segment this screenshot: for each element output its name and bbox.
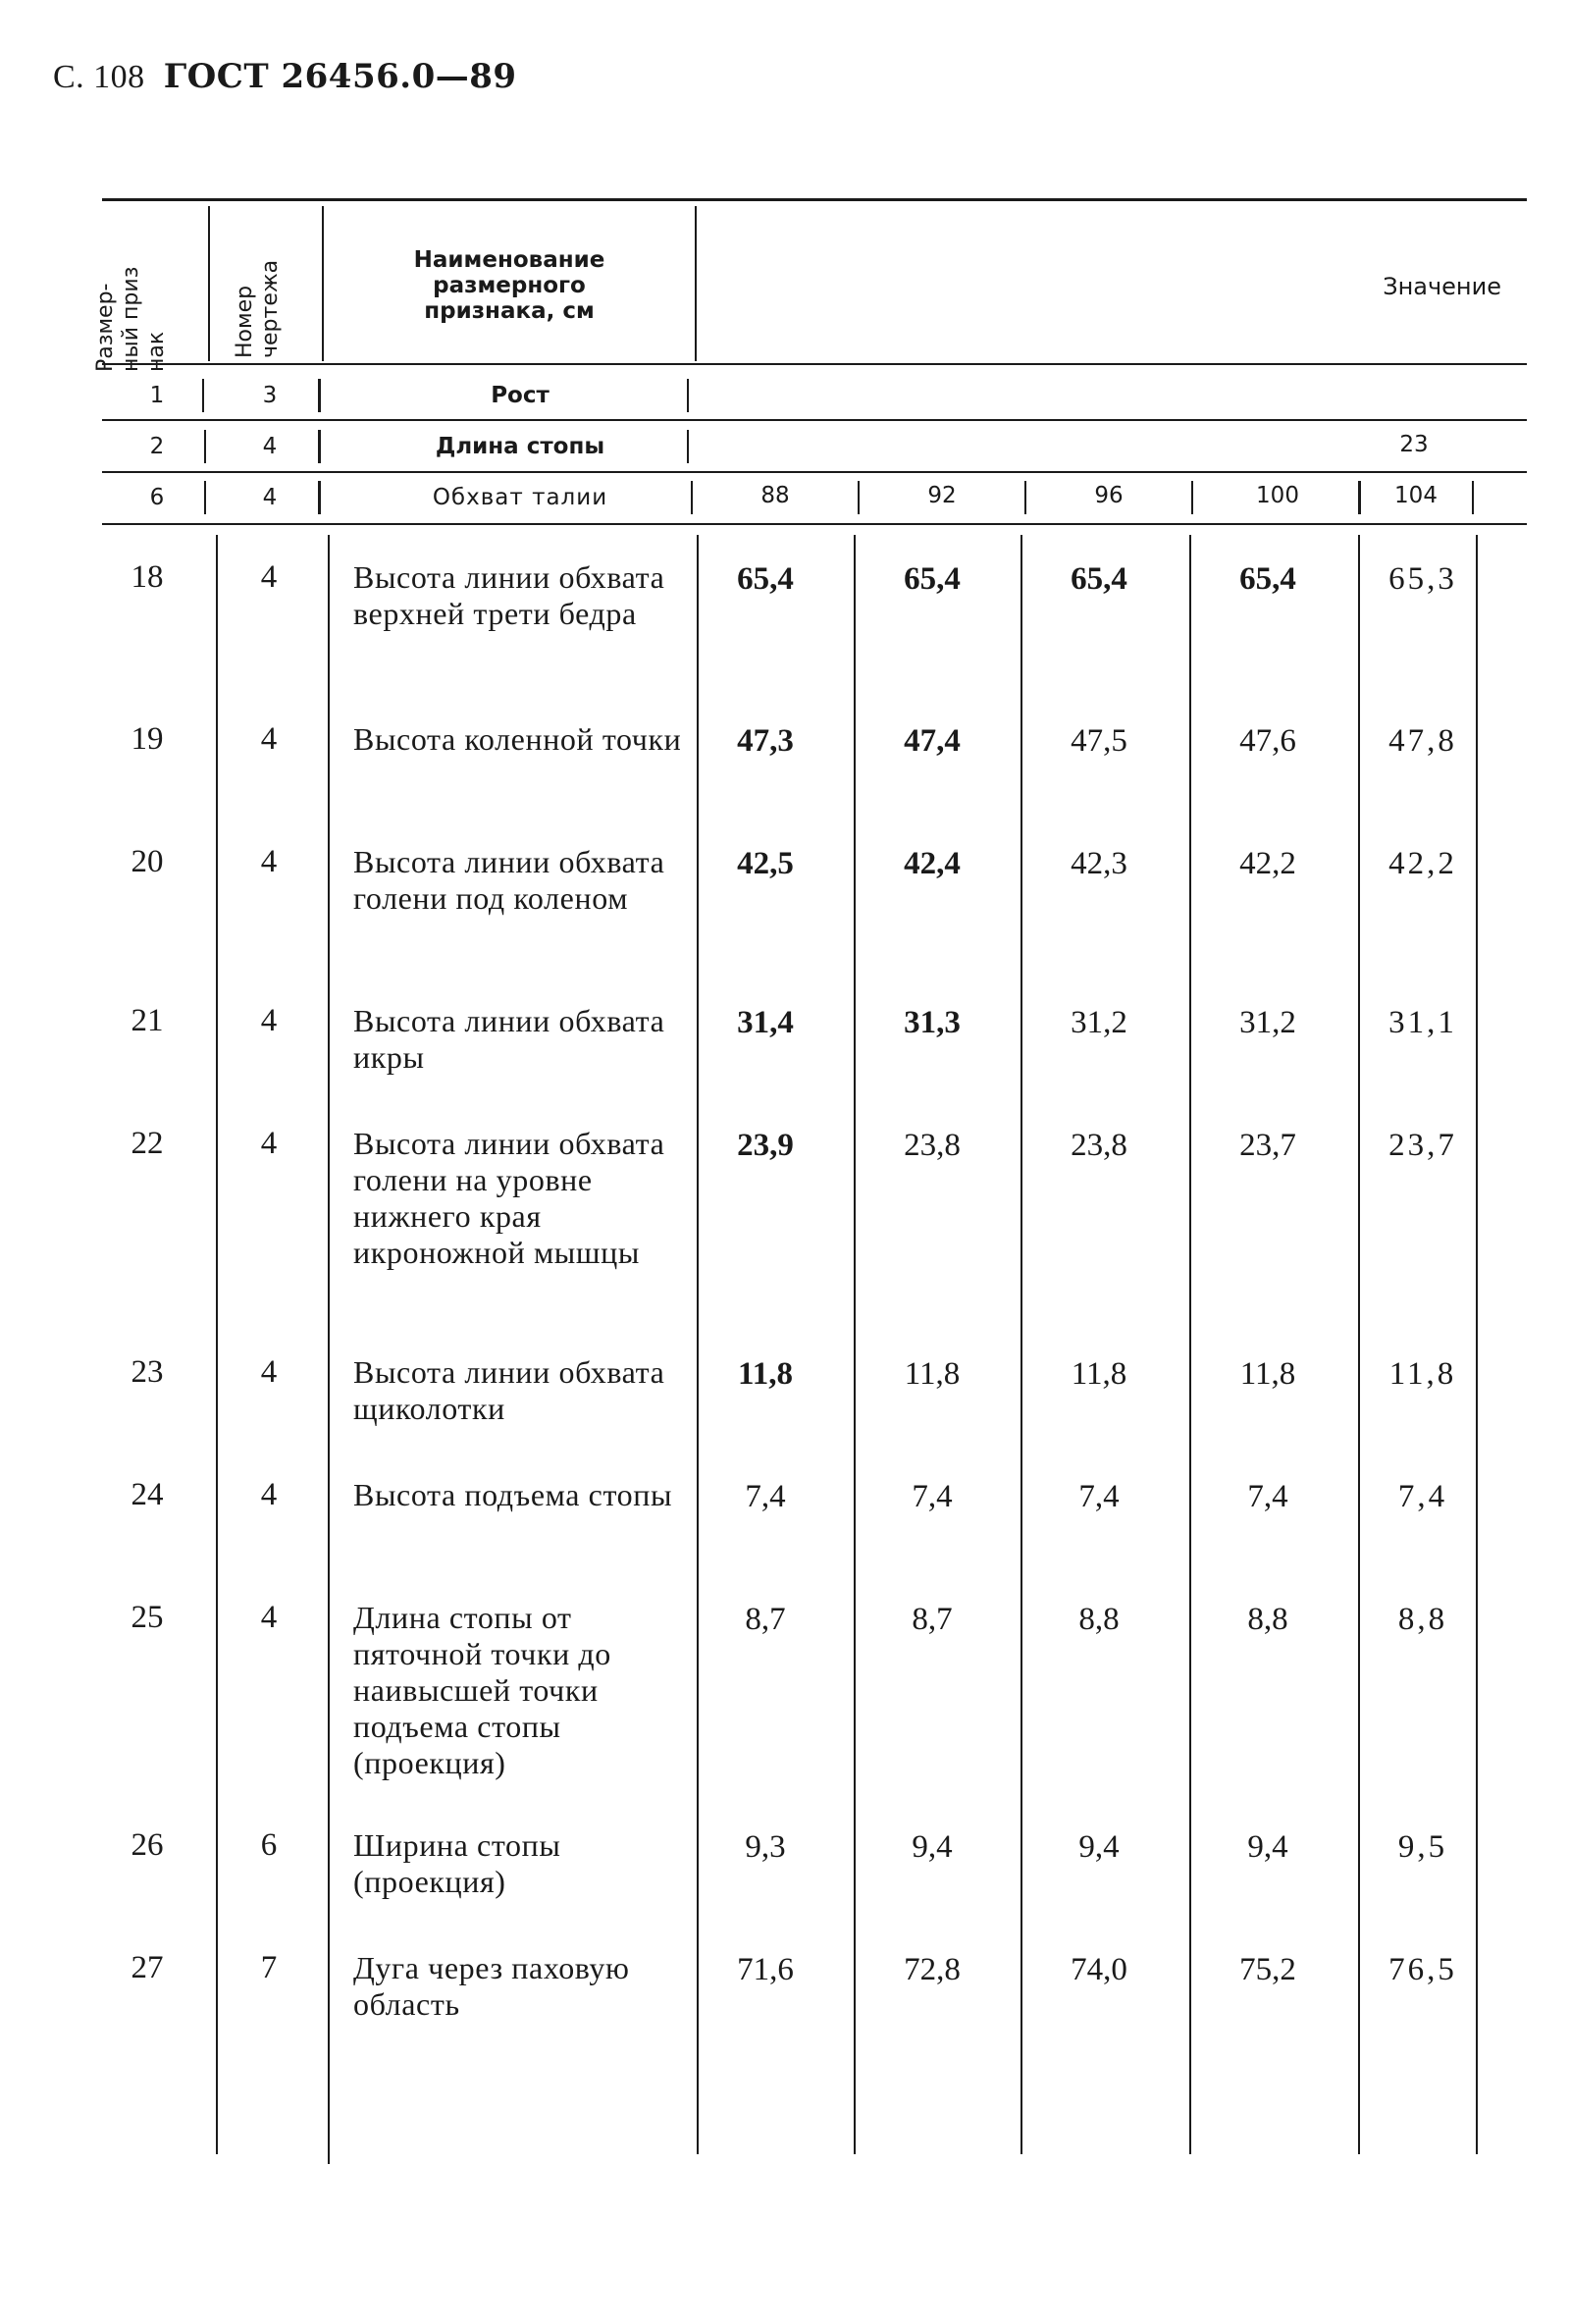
param-sep [204, 430, 206, 463]
row-value: 31,2 [1071, 1005, 1127, 1040]
col-sep-3 [695, 206, 697, 361]
row-value: 7,4 [1078, 1479, 1120, 1514]
row-value: 8,7 [745, 1602, 786, 1637]
param-sep [691, 481, 693, 514]
param-row-draw: 3 [262, 383, 278, 408]
row-feature-number: 20 [131, 844, 164, 879]
col-header-value: Значение [1383, 273, 1501, 300]
row-value: 65,4 [737, 561, 794, 597]
param-row-value: 23 [1399, 432, 1429, 457]
standard-code: ГОСТ 26456.0—89 [163, 57, 517, 96]
row-drawing-number: 7 [260, 1950, 278, 1985]
param-waist-value: 96 [1094, 483, 1124, 508]
body-col-sep-3 [697, 535, 699, 2154]
header-bottom-rule [102, 363, 1527, 365]
row-value: 65,4 [1071, 561, 1127, 597]
row-value: 31,4 [737, 1005, 794, 1040]
row-feature-name: Высота линии обхвата голени на уровне нижнего края икроножной мышцы [353, 1126, 665, 1270]
param-rule-3 [102, 523, 1527, 525]
row-drawing-number: 4 [260, 721, 278, 757]
body-col-sep-6 [1189, 535, 1191, 2154]
row-value: 47,4 [904, 723, 961, 759]
row-value: 7,4 [745, 1479, 786, 1514]
col-header-drawing-number: Номер чертежа [233, 259, 283, 358]
row-drawing-number: 4 [260, 1354, 278, 1390]
param-sep [1358, 481, 1361, 514]
row-value: 42,2 [1388, 846, 1457, 881]
row-drawing-number: 4 [260, 1600, 278, 1635]
param-sep [687, 430, 689, 463]
row-feature-name: Ширина стопы (проекция) [353, 1827, 561, 1899]
row-value: 8,8 [1397, 1602, 1448, 1637]
param-sep [1024, 481, 1026, 514]
row-value: 23,8 [904, 1128, 961, 1163]
param-sep [1191, 481, 1193, 514]
page-number: С. 108 [53, 59, 145, 95]
param-sep [202, 379, 204, 412]
row-value: 7,4 [912, 1479, 953, 1514]
param-sep [687, 379, 689, 412]
row-value: 11,8 [1239, 1356, 1296, 1392]
row-value: 11,8 [1388, 1356, 1457, 1392]
param-rule-1 [102, 419, 1527, 421]
param-waist-value: 88 [760, 483, 790, 508]
col-header-feature-name: Наименование размерного признака, см [413, 247, 605, 324]
row-value: 75,2 [1239, 1952, 1296, 1987]
row-value: 31,2 [1239, 1005, 1296, 1040]
row-value: 31,1 [1388, 1005, 1457, 1040]
row-value: 47,6 [1239, 723, 1296, 759]
row-value: 31,3 [904, 1005, 961, 1040]
table-top-rule [102, 198, 1527, 201]
param-sep [1472, 481, 1474, 514]
row-feature-number: 19 [131, 721, 164, 757]
row-feature-number: 22 [131, 1126, 164, 1161]
row-value: 8,8 [1247, 1602, 1288, 1637]
row-value: 42,4 [904, 846, 961, 881]
row-feature-number: 26 [131, 1827, 164, 1863]
row-value: 11,8 [1071, 1356, 1127, 1392]
row-drawing-number: 4 [260, 1126, 278, 1161]
param-rule-2 [102, 471, 1527, 473]
body-col-sep-2 [328, 535, 330, 2164]
param-row-num: 1 [149, 383, 165, 408]
param-row-num: 6 [149, 485, 165, 510]
row-feature-name: Высота коленной точки [353, 721, 682, 757]
row-feature-number: 18 [131, 559, 164, 595]
param-row-name: Рост [491, 383, 550, 408]
row-value: 9,4 [912, 1829, 953, 1865]
row-value: 42,3 [1071, 846, 1127, 881]
row-value: 9,3 [745, 1829, 786, 1865]
row-value: 65,3 [1388, 561, 1457, 597]
row-feature-name: Высота линии обхвата голени под коленом [353, 844, 665, 916]
col-header-size-feature: Размер- ный приз нак [93, 266, 169, 372]
row-value: 76,5 [1388, 1952, 1457, 1987]
row-drawing-number: 6 [260, 1827, 278, 1863]
row-value: 47,3 [737, 723, 794, 759]
row-drawing-number: 4 [260, 1477, 278, 1512]
param-row-name: Длина стопы [435, 434, 605, 459]
row-value: 47,8 [1388, 723, 1457, 759]
row-value: 11,8 [904, 1356, 961, 1392]
row-feature-name: Высота линии обхвата верхней трети бедра [353, 559, 665, 631]
param-sep [858, 481, 860, 514]
row-value: 71,6 [737, 1952, 794, 1987]
row-value: 8,7 [912, 1602, 953, 1637]
row-value: 23,7 [1239, 1128, 1296, 1163]
row-value: 23,7 [1388, 1128, 1457, 1163]
row-feature-number: 24 [131, 1477, 164, 1512]
row-value: 9,4 [1247, 1829, 1288, 1865]
row-value: 9,5 [1397, 1829, 1448, 1865]
param-waist-value: 92 [927, 483, 957, 508]
row-value: 8,8 [1078, 1602, 1120, 1637]
row-value: 9,4 [1078, 1829, 1120, 1865]
row-value: 23,9 [737, 1128, 794, 1163]
row-value: 42,2 [1239, 846, 1296, 881]
row-feature-name: Высота линии обхвата икры [353, 1003, 665, 1075]
row-value: 11,8 [738, 1356, 793, 1392]
row-feature-number: 23 [131, 1354, 164, 1390]
row-value: 74,0 [1071, 1952, 1127, 1987]
row-value: 65,4 [904, 561, 961, 597]
row-value: 47,5 [1071, 723, 1127, 759]
param-row-num: 2 [149, 434, 165, 459]
body-col-sep-1 [216, 535, 218, 2154]
row-value: 72,8 [904, 1952, 961, 1987]
row-value: 65,4 [1239, 561, 1296, 597]
row-feature-name: Высота линии обхвата щиколотки [353, 1354, 665, 1426]
body-col-sep-7 [1358, 535, 1360, 2154]
row-feature-number: 25 [131, 1600, 164, 1635]
col-sep-1 [208, 206, 210, 361]
row-feature-name: Длина стопы от пяточной точки до наивысшей точки подъема стопы (проекция) [353, 1600, 611, 1780]
param-row-draw: 4 [262, 434, 278, 459]
row-drawing-number: 4 [260, 844, 278, 879]
row-drawing-number: 4 [260, 559, 278, 595]
param-sep [318, 481, 321, 514]
row-feature-name: Дуга через паховую область [353, 1950, 630, 2022]
row-drawing-number: 4 [260, 1003, 278, 1038]
body-col-sep-5 [1020, 535, 1022, 2154]
param-sep [318, 379, 321, 412]
page-header [53, 57, 517, 96]
row-feature-name: Высота подъема стопы [353, 1477, 673, 1512]
param-waist-value: 104 [1394, 483, 1438, 508]
param-sep [204, 481, 206, 514]
param-waist-value: 100 [1256, 483, 1299, 508]
row-value: 42,5 [737, 846, 794, 881]
body-col-sep-4 [854, 535, 856, 2154]
param-sep [318, 430, 321, 463]
row-value: 7,4 [1247, 1479, 1288, 1514]
param-row-draw: 4 [262, 485, 278, 510]
body-col-sep-8 [1476, 535, 1478, 2154]
param-row-name: Обхват талии [432, 485, 608, 510]
row-feature-number: 21 [131, 1003, 164, 1038]
row-value: 7,4 [1397, 1479, 1448, 1514]
row-feature-number: 27 [131, 1950, 164, 1985]
row-value: 23,8 [1071, 1128, 1127, 1163]
